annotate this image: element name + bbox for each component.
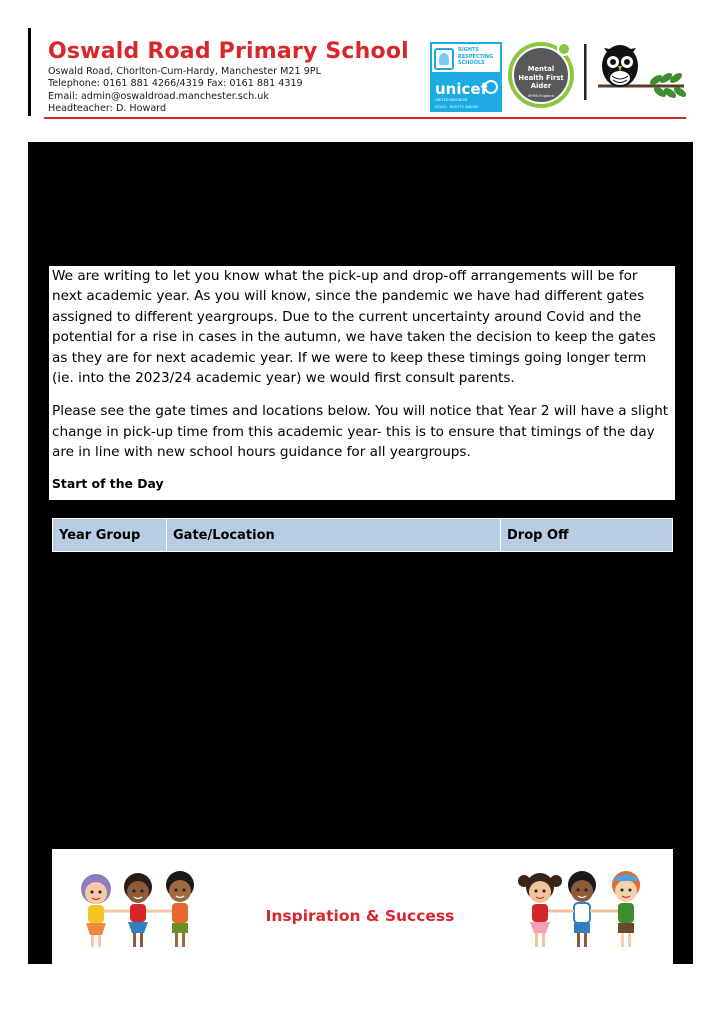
children-illustration-right-icon bbox=[510, 863, 660, 955]
footer-banner bbox=[52, 849, 673, 964]
letter-paragraph-1: We are writing to let you know what the pick-up and drop-off arrangements will be for next academic year. As you will know, since the pandemic we have had different gates assigned to different yeargroups. Due to the current uncertainty around Covid and the potential for a rise in cases in the autumn, we have taken the decision to keep the gates as they are for next academic year. If we were to keep these timings going longer term (ie. into the 2023/24 academic year) we would first consult parents. bbox=[52, 268, 656, 387]
school-email: Email: admin@oswaldroad.manchester.sch.uk bbox=[48, 90, 269, 102]
mhfa-title: Mental Health First Aider bbox=[518, 65, 564, 90]
unicef-country: UNITED KINGDOM bbox=[435, 98, 468, 102]
mental-health-first-aider-logo bbox=[508, 42, 574, 108]
school-phone: Telephone: 0161 881 4266/4319 Fax: 0161 881 4319 bbox=[48, 78, 303, 90]
unicef-rights-respecting-logo bbox=[430, 42, 502, 112]
school-motto: Inspiration & Success bbox=[265, 907, 455, 925]
header-accent-bar bbox=[28, 28, 31, 116]
logo-text-respecting: RESPECTING bbox=[458, 53, 494, 60]
owl-on-branch-icon bbox=[584, 42, 688, 102]
column-header-gate-location: Gate/Location bbox=[167, 519, 501, 552]
letter-body bbox=[49, 266, 675, 500]
unicef-wordmark: unicef bbox=[435, 80, 488, 98]
header-divider bbox=[44, 117, 686, 119]
mhfa-sub: MHFA England bbox=[528, 93, 554, 98]
headteacher: Headteacher: D. Howard bbox=[48, 103, 167, 115]
logo-text-rights: RIGHTS bbox=[458, 47, 480, 53]
rights-respecting-kids-icon bbox=[434, 48, 454, 70]
logo-text-schools: SCHOOLS bbox=[458, 60, 485, 66]
children-illustration-left-icon bbox=[64, 863, 214, 955]
school-name: Oswald Road Primary School bbox=[48, 39, 409, 64]
school-address: Oswald Road, Chorlton-Cum-Hardy, Manchester M21 9PL bbox=[48, 66, 321, 77]
section-heading: Start of the Day bbox=[52, 475, 164, 491]
letter-paragraph-2: Please see the gate times and locations below. You will notice that Year 2 will have a slight change in pick-up time from this academic year- this is to ensure that timings of the day are in line with new school hours guidance for all yeargroups. bbox=[52, 403, 669, 461]
table-header-row bbox=[53, 519, 673, 552]
letterhead bbox=[48, 38, 428, 116]
gate-times-table bbox=[52, 518, 673, 552]
mhfa-leaf-icon bbox=[557, 42, 571, 56]
unicef-globe-icon bbox=[484, 80, 498, 94]
column-header-drop-off: Drop Off bbox=[501, 519, 673, 552]
column-header-year-group: Year Group bbox=[53, 519, 167, 552]
unicef-award: GOLD · RIGHTS AWARE bbox=[435, 104, 479, 109]
